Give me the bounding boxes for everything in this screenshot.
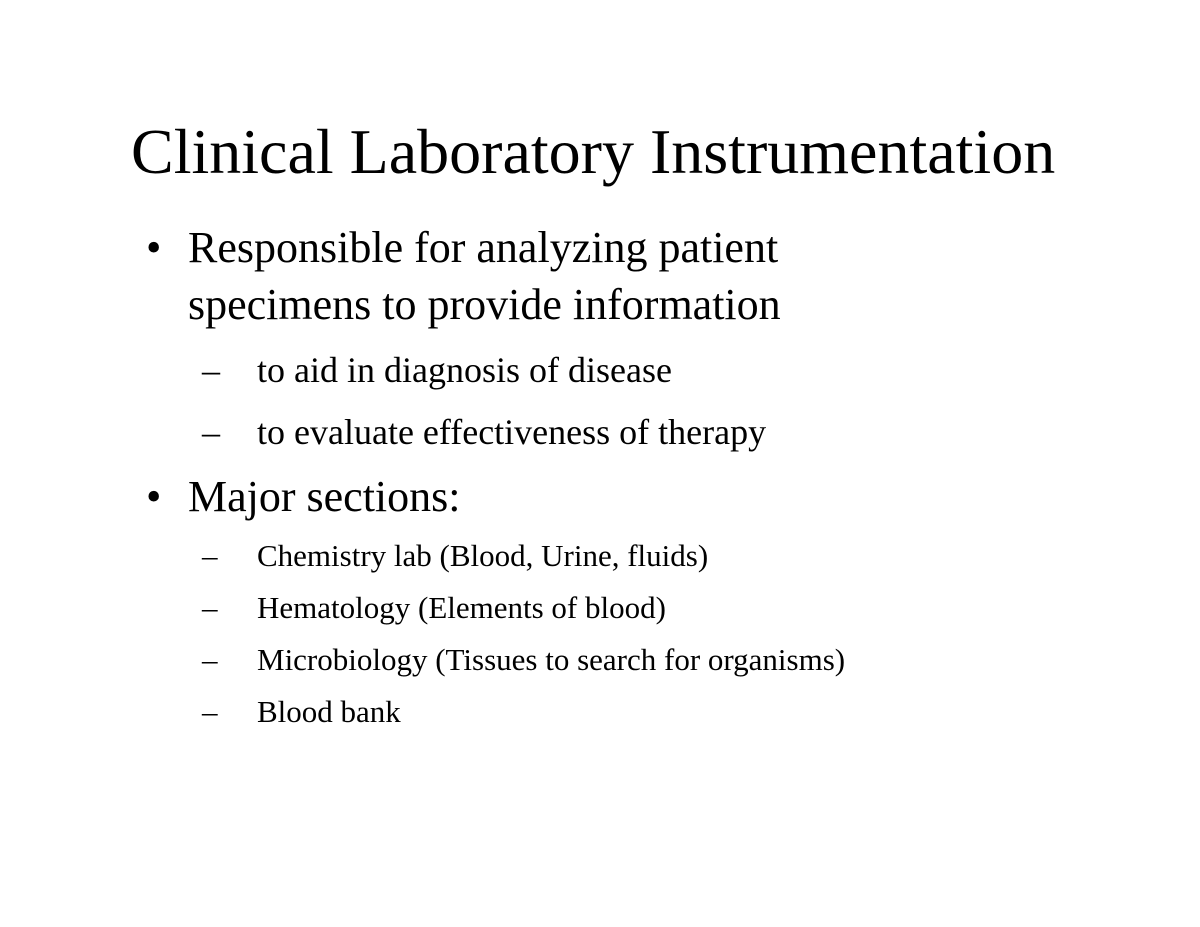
bullet-2-subitem-4: Blood bank — [257, 694, 401, 729]
bullet-2-subitem-2: Hematology (Elements of blood) — [257, 590, 666, 625]
sub-bullet-marker: – — [202, 642, 218, 677]
bullet-2-subitem-1: Chemistry lab (Blood, Urine, fluids) — [257, 538, 709, 573]
bullet-1-line-1: Responsible for analyzing patient — [188, 223, 779, 272]
sub-bullet-marker: – — [202, 590, 218, 625]
bullet-1-subitem-1: to aid in diagnosis of disease — [257, 350, 672, 390]
bullet-1-subitem-2: to evaluate effectiveness of therapy — [257, 412, 767, 452]
bullet-1-line-2: specimens to provide information — [188, 280, 781, 329]
sub-bullet-marker: – — [202, 538, 218, 573]
bullet-marker: • — [146, 472, 162, 521]
sub-bullet-marker: – — [202, 694, 218, 729]
sub-bullet-marker: – — [202, 350, 220, 390]
bullet-2-line-1: Major sections: — [188, 472, 461, 521]
bullet-marker: • — [146, 223, 162, 272]
bullet-2-subitem-3: Microbiology (Tissues to search for organisms) — [257, 642, 846, 677]
slide-title: Clinical Laboratory Instrumentation — [131, 116, 1056, 187]
sub-bullet-marker: – — [202, 412, 220, 452]
